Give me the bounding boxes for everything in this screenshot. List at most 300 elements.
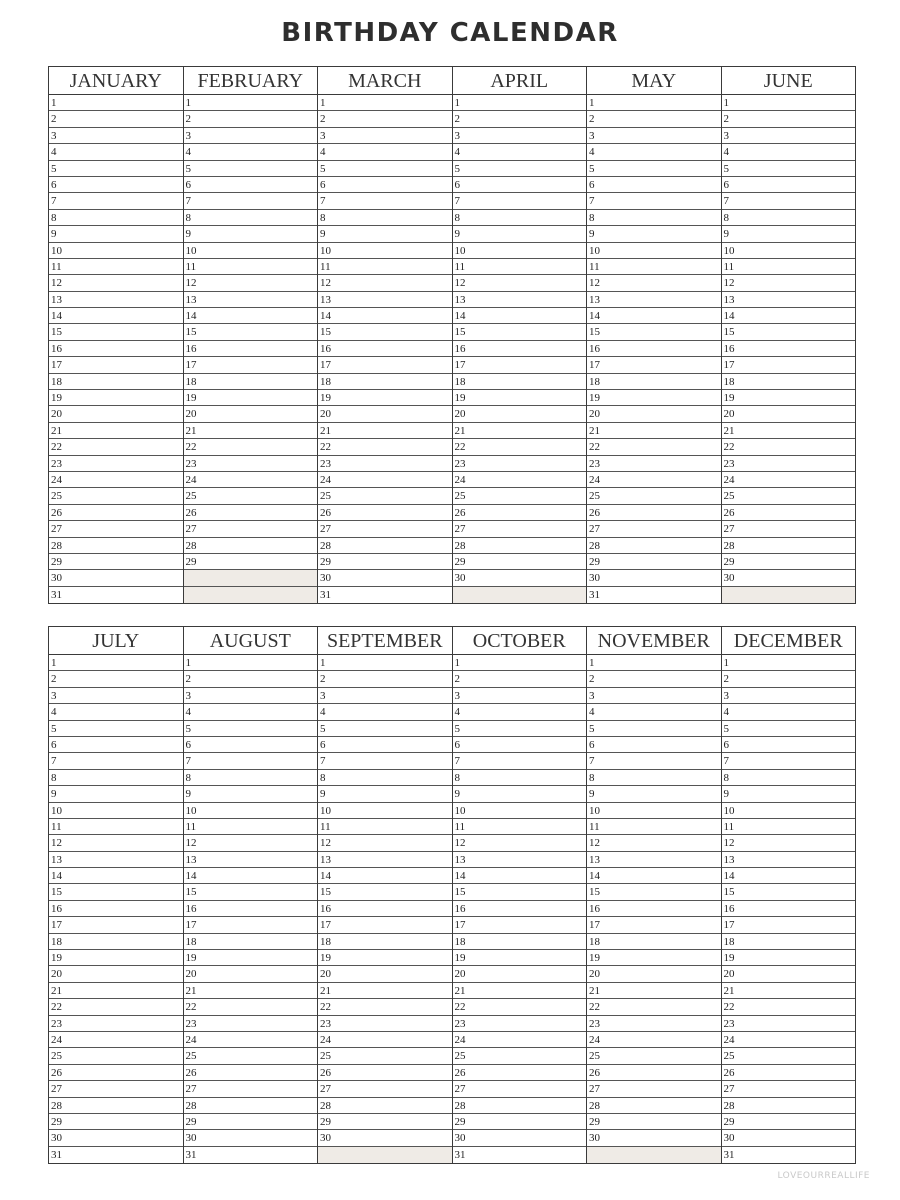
day-entry-cell[interactable]: 12	[722, 275, 856, 291]
day-entry-cell[interactable]: 1	[318, 95, 452, 111]
day-entry-cell[interactable]: 10	[49, 803, 183, 819]
day-entry-cell[interactable]: 29	[49, 1114, 183, 1130]
day-entry-cell[interactable]: 11	[453, 819, 587, 835]
day-entry-cell[interactable]: 1	[587, 95, 721, 111]
day-entry-cell[interactable]: 19	[722, 950, 856, 966]
day-entry-cell[interactable]: 25	[722, 488, 856, 504]
day-entry-cell[interactable]: 14	[49, 308, 183, 324]
day-entry-cell[interactable]: 21	[49, 983, 183, 999]
day-entry-cell[interactable]: 16	[722, 901, 856, 917]
day-entry-cell[interactable]: 12	[184, 275, 318, 291]
day-entry-cell[interactable]: 30	[318, 1130, 452, 1146]
day-entry-cell[interactable]: 16	[587, 341, 721, 357]
day-entry-cell[interactable]: 7	[587, 193, 721, 209]
day-entry-cell[interactable]: 1	[587, 655, 721, 671]
day-entry-cell[interactable]: 11	[49, 819, 183, 835]
day-entry-cell[interactable]: 23	[318, 456, 452, 472]
day-entry-cell[interactable]: 30	[587, 1130, 721, 1146]
day-entry-cell[interactable]: 18	[453, 374, 587, 390]
day-entry-cell[interactable]: 11	[318, 819, 452, 835]
day-entry-cell[interactable]: 22	[587, 999, 721, 1015]
day-entry-cell[interactable]: 24	[453, 1032, 587, 1048]
day-entry-cell[interactable]: 13	[587, 292, 721, 308]
day-entry-cell[interactable]: 19	[184, 950, 318, 966]
day-entry-cell[interactable]: 28	[722, 538, 856, 554]
day-entry-cell[interactable]: 25	[722, 1048, 856, 1064]
day-entry-cell[interactable]: 25	[49, 1048, 183, 1064]
day-entry-cell[interactable]: 23	[587, 1016, 721, 1032]
day-entry-cell[interactable]: 20	[722, 966, 856, 982]
day-entry-cell[interactable]: 15	[318, 884, 452, 900]
day-entry-cell[interactable]: 6	[587, 737, 721, 753]
day-entry-cell[interactable]: 13	[318, 852, 452, 868]
day-entry-cell[interactable]: 23	[318, 1016, 452, 1032]
day-entry-cell[interactable]: 30	[184, 1130, 318, 1146]
day-entry-cell[interactable]: 14	[722, 868, 856, 884]
day-entry-cell[interactable]: 22	[453, 999, 587, 1015]
day-entry-cell[interactable]: 5	[722, 721, 856, 737]
day-entry-cell[interactable]: 3	[722, 128, 856, 144]
day-entry-cell[interactable]: 26	[722, 505, 856, 521]
day-entry-cell[interactable]: 18	[722, 934, 856, 950]
day-entry-cell[interactable]: 19	[49, 950, 183, 966]
day-entry-cell[interactable]: 11	[49, 259, 183, 275]
day-entry-cell[interactable]: 25	[184, 1048, 318, 1064]
day-entry-cell[interactable]: 7	[587, 753, 721, 769]
day-entry-cell[interactable]: 22	[318, 999, 452, 1015]
day-entry-cell[interactable]: 28	[184, 1098, 318, 1114]
day-entry-cell[interactable]: 28	[318, 538, 452, 554]
day-entry-cell[interactable]: 31	[723, 1148, 735, 1161]
day-entry-cell[interactable]: 3	[453, 688, 587, 704]
day-entry-cell[interactable]: 25	[318, 488, 452, 504]
day-entry-cell[interactable]: 1	[722, 655, 856, 671]
day-entry-cell[interactable]: 12	[318, 275, 452, 291]
day-entry-cell[interactable]: 8	[184, 770, 318, 786]
day-entry-cell[interactable]: 5	[587, 161, 721, 177]
day-entry-cell[interactable]: 19	[453, 390, 587, 406]
day-entry-cell[interactable]: 29	[722, 1114, 856, 1130]
day-entry-cell[interactable]: 25	[453, 1048, 587, 1064]
day-entry-cell[interactable]: 5	[587, 721, 721, 737]
day-entry-cell[interactable]: 17	[318, 357, 452, 373]
day-entry-cell[interactable]: 12	[453, 275, 587, 291]
day-entry-cell[interactable]: 27	[318, 521, 452, 537]
day-entry-cell[interactable]: 16	[184, 901, 318, 917]
day-entry-cell[interactable]: 26	[184, 1065, 318, 1081]
day-entry-cell[interactable]: 24	[722, 1032, 856, 1048]
day-entry-cell[interactable]: 10	[453, 803, 587, 819]
day-entry-cell[interactable]: 21	[453, 423, 587, 439]
day-entry-cell[interactable]: 3	[184, 128, 318, 144]
day-entry-cell[interactable]: 9	[184, 226, 318, 242]
day-entry-cell[interactable]: 26	[453, 505, 587, 521]
day-entry-cell[interactable]: 21	[722, 983, 856, 999]
day-entry-cell[interactable]: 13	[453, 852, 587, 868]
day-entry-cell[interactable]: 23	[184, 1016, 318, 1032]
day-entry-cell[interactable]: 30	[453, 1130, 587, 1146]
day-entry-cell[interactable]: 11	[722, 819, 856, 835]
day-entry-cell[interactable]: 14	[184, 868, 318, 884]
day-entry-cell[interactable]: 4	[587, 144, 721, 160]
day-entry-cell[interactable]: 30	[49, 570, 183, 586]
day-entry-cell[interactable]: 27	[453, 521, 587, 537]
day-entry-cell[interactable]: 23	[49, 1016, 183, 1032]
day-entry-cell[interactable]: 4	[318, 704, 452, 720]
day-entry-cell[interactable]: 20	[722, 406, 856, 422]
day-entry-cell[interactable]: 22	[318, 439, 452, 455]
day-entry-cell[interactable]: 12	[453, 835, 587, 851]
day-entry-cell[interactable]: 4	[722, 144, 856, 160]
day-entry-cell[interactable]: 18	[184, 374, 318, 390]
day-entry-cell[interactable]: 2	[453, 671, 587, 687]
day-entry-cell[interactable]: 9	[318, 786, 452, 802]
day-entry-cell[interactable]: 21	[453, 983, 587, 999]
day-entry-cell[interactable]: 23	[184, 456, 318, 472]
day-entry-cell[interactable]: 3	[318, 688, 452, 704]
day-entry-cell[interactable]: 6	[722, 737, 856, 753]
day-entry-cell[interactable]: 21	[318, 983, 452, 999]
day-entry-cell[interactable]: 14	[184, 308, 318, 324]
day-entry-cell[interactable]: 10	[318, 803, 452, 819]
day-entry-cell[interactable]: 8	[722, 210, 856, 226]
day-entry-cell[interactable]: 2	[49, 111, 183, 127]
day-entry-cell[interactable]: 2	[318, 671, 452, 687]
day-entry-cell[interactable]: 3	[184, 688, 318, 704]
day-entry-cell[interactable]: 3	[49, 128, 183, 144]
day-entry-cell[interactable]: 16	[49, 901, 183, 917]
day-entry-cell[interactable]: 22	[184, 439, 318, 455]
day-entry-cell[interactable]: 8	[587, 770, 721, 786]
day-entry-cell[interactable]: 18	[587, 374, 721, 390]
day-entry-cell[interactable]: 28	[722, 1098, 856, 1114]
day-entry-cell[interactable]: 29	[184, 554, 318, 570]
day-entry-cell[interactable]: 22	[722, 999, 856, 1015]
day-entry-cell[interactable]: 26	[49, 505, 183, 521]
day-entry-cell[interactable]: 4	[318, 144, 452, 160]
day-entry-cell[interactable]: 22	[49, 999, 183, 1015]
day-entry-cell[interactable]: 5	[722, 161, 856, 177]
day-entry-cell[interactable]: 20	[453, 966, 587, 982]
day-entry-cell[interactable]: 3	[722, 688, 856, 704]
day-entry-cell[interactable]: 2	[49, 671, 183, 687]
day-entry-cell[interactable]: 24	[184, 472, 318, 488]
day-entry-cell[interactable]: 28	[49, 538, 183, 554]
day-entry-cell[interactable]: 11	[318, 259, 452, 275]
day-entry-cell[interactable]: 23	[453, 456, 587, 472]
day-entry-cell[interactable]: 4	[49, 704, 183, 720]
day-entry-cell[interactable]: 8	[318, 210, 452, 226]
day-entry-cell[interactable]: 9	[184, 786, 318, 802]
day-entry-cell[interactable]: 17	[453, 357, 587, 373]
day-entry-cell[interactable]: 20	[453, 406, 587, 422]
day-entry-cell[interactable]: 12	[722, 835, 856, 851]
day-entry-cell[interactable]: 27	[587, 521, 721, 537]
day-entry-cell[interactable]: 26	[453, 1065, 587, 1081]
day-entry-cell[interactable]: 30	[587, 570, 721, 586]
day-entry-cell[interactable]: 18	[587, 934, 721, 950]
day-entry-cell[interactable]: 4	[49, 144, 183, 160]
day-entry-cell[interactable]: 10	[587, 803, 721, 819]
day-entry-cell[interactable]: 26	[587, 1065, 721, 1081]
day-entry-cell[interactable]: 22	[453, 439, 587, 455]
day-entry-cell[interactable]: 10	[184, 243, 318, 259]
day-entry-cell[interactable]: 17	[722, 357, 856, 373]
day-entry-cell[interactable]: 15	[722, 324, 856, 340]
day-entry-cell[interactable]: 1	[184, 95, 318, 111]
day-entry-cell[interactable]: 9	[453, 226, 587, 242]
day-entry-cell[interactable]: 4	[184, 144, 318, 160]
day-entry-cell[interactable]: 29	[722, 554, 856, 570]
day-entry-cell[interactable]: 21	[184, 983, 318, 999]
day-entry-cell[interactable]: 30	[722, 570, 856, 586]
day-entry-cell[interactable]: 29	[587, 554, 721, 570]
day-entry-cell[interactable]: 13	[184, 852, 318, 868]
day-entry-cell[interactable]: 29	[49, 554, 183, 570]
day-entry-cell[interactable]: 2	[587, 671, 721, 687]
day-entry-cell[interactable]: 23	[453, 1016, 587, 1032]
day-entry-cell[interactable]: 20	[318, 406, 452, 422]
day-entry-cell[interactable]: 26	[318, 1065, 452, 1081]
day-entry-cell[interactable]: 12	[318, 835, 452, 851]
day-entry-cell[interactable]: 12	[587, 275, 721, 291]
day-entry-cell[interactable]: 19	[49, 390, 183, 406]
day-entry-cell[interactable]: 29	[587, 1114, 721, 1130]
day-entry-cell[interactable]: 16	[453, 341, 587, 357]
day-entry-cell[interactable]: 11	[722, 259, 856, 275]
day-entry-cell[interactable]: 28	[453, 1098, 587, 1114]
day-entry-cell[interactable]: 11	[587, 259, 721, 275]
day-entry-cell[interactable]: 16	[587, 901, 721, 917]
day-entry-cell[interactable]: 31	[51, 588, 62, 601]
day-entry-cell[interactable]: 17	[722, 917, 856, 933]
day-entry-cell[interactable]: 7	[722, 753, 856, 769]
day-entry-cell[interactable]: 1	[722, 95, 856, 111]
day-entry-cell[interactable]: 3	[587, 128, 721, 144]
day-entry-cell[interactable]: 6	[184, 177, 318, 193]
day-entry-cell[interactable]: 8	[49, 210, 183, 226]
day-entry-cell[interactable]: 7	[184, 753, 318, 769]
day-entry-cell[interactable]: 25	[453, 488, 587, 504]
day-entry-cell[interactable]: 2	[184, 111, 318, 127]
day-entry-cell[interactable]: 6	[318, 737, 452, 753]
day-entry-cell[interactable]: 29	[184, 1114, 318, 1130]
day-entry-cell[interactable]: 28	[587, 538, 721, 554]
day-entry-cell[interactable]: 8	[453, 770, 587, 786]
day-entry-cell[interactable]: 8	[587, 210, 721, 226]
day-entry-cell[interactable]: 17	[587, 357, 721, 373]
day-entry-cell[interactable]: 9	[587, 786, 721, 802]
day-entry-cell[interactable]: 14	[453, 308, 587, 324]
day-entry-cell[interactable]: 17	[318, 917, 452, 933]
day-entry-cell[interactable]: 1	[184, 655, 318, 671]
day-entry-cell[interactable]: 6	[453, 737, 587, 753]
day-entry-cell[interactable]: 10	[722, 243, 856, 259]
day-entry-cell[interactable]: 7	[318, 753, 452, 769]
day-entry-cell[interactable]: 17	[184, 917, 318, 933]
day-entry-cell[interactable]: 26	[587, 505, 721, 521]
day-entry-cell[interactable]: 5	[318, 721, 452, 737]
day-entry-cell[interactable]: 21	[587, 983, 721, 999]
day-entry-cell[interactable]: 20	[318, 966, 452, 982]
day-entry-cell[interactable]: 17	[184, 357, 318, 373]
day-entry-cell[interactable]: 28	[587, 1098, 721, 1114]
day-entry-cell[interactable]: 20	[184, 966, 318, 982]
day-entry-cell[interactable]: 29	[318, 554, 452, 570]
day-entry-cell[interactable]: 27	[587, 1081, 721, 1097]
day-entry-cell[interactable]: 25	[49, 488, 183, 504]
day-entry-cell[interactable]: 20	[184, 406, 318, 422]
day-entry-cell[interactable]: 10	[587, 243, 721, 259]
day-entry-cell[interactable]: 6	[587, 177, 721, 193]
day-entry-cell[interactable]: 20	[49, 406, 183, 422]
day-entry-cell[interactable]: 11	[587, 819, 721, 835]
day-entry-cell[interactable]: 29	[453, 554, 587, 570]
day-entry-cell[interactable]: 18	[453, 934, 587, 950]
day-entry-cell[interactable]: 13	[722, 852, 856, 868]
day-entry-cell[interactable]: 14	[722, 308, 856, 324]
day-entry-cell[interactable]: 2	[722, 111, 856, 127]
day-entry-cell[interactable]: 16	[453, 901, 587, 917]
day-entry-cell[interactable]: 3	[49, 688, 183, 704]
day-entry-cell[interactable]: 8	[318, 770, 452, 786]
day-entry-cell[interactable]: 25	[587, 488, 721, 504]
day-entry-cell[interactable]: 16	[49, 341, 183, 357]
day-entry-cell[interactable]: 1	[49, 95, 183, 111]
day-entry-cell[interactable]: 5	[453, 721, 587, 737]
day-entry-cell[interactable]: 27	[184, 1081, 318, 1097]
day-entry-cell[interactable]: 26	[184, 505, 318, 521]
day-entry-cell[interactable]: 13	[587, 852, 721, 868]
day-entry-cell[interactable]: 31	[589, 588, 600, 601]
day-entry-cell[interactable]: 4	[587, 704, 721, 720]
day-entry-cell[interactable]: 21	[318, 423, 452, 439]
day-entry-cell[interactable]: 30	[49, 1130, 183, 1146]
day-entry-cell[interactable]: 27	[453, 1081, 587, 1097]
day-entry-cell[interactable]: 27	[722, 1081, 856, 1097]
day-entry-cell[interactable]: 2	[184, 671, 318, 687]
day-entry-cell[interactable]: 14	[318, 308, 452, 324]
day-entry-cell[interactable]: 7	[318, 193, 452, 209]
day-entry-cell[interactable]: 18	[184, 934, 318, 950]
day-entry-cell[interactable]: 24	[49, 1032, 183, 1048]
day-entry-cell[interactable]: 10	[453, 243, 587, 259]
day-entry-cell[interactable]: 23	[722, 1016, 856, 1032]
day-entry-cell[interactable]: 7	[453, 753, 587, 769]
day-entry-cell[interactable]: 31	[454, 1148, 466, 1161]
day-entry-cell[interactable]: 22	[184, 999, 318, 1015]
day-entry-cell[interactable]: 21	[722, 423, 856, 439]
day-entry-cell[interactable]: 27	[184, 521, 318, 537]
day-entry-cell[interactable]: 25	[184, 488, 318, 504]
day-entry-cell[interactable]: 30	[722, 1130, 856, 1146]
day-entry-cell[interactable]: 15	[49, 884, 183, 900]
day-entry-cell[interactable]: 4	[453, 144, 587, 160]
day-entry-cell[interactable]: 15	[453, 884, 587, 900]
day-entry-cell[interactable]: 7	[49, 193, 183, 209]
day-entry-cell[interactable]: 7	[453, 193, 587, 209]
day-entry-cell[interactable]: 22	[722, 439, 856, 455]
day-entry-cell[interactable]: 24	[318, 1032, 452, 1048]
day-entry-cell[interactable]: 6	[49, 177, 183, 193]
day-entry-cell[interactable]: 15	[318, 324, 452, 340]
day-entry-cell[interactable]: 8	[49, 770, 183, 786]
day-entry-cell[interactable]: 2	[722, 671, 856, 687]
day-entry-cell[interactable]: 4	[453, 704, 587, 720]
day-entry-cell[interactable]: 3	[318, 128, 452, 144]
day-entry-cell[interactable]: 24	[184, 1032, 318, 1048]
day-entry-cell[interactable]: 12	[184, 835, 318, 851]
day-entry-cell[interactable]: 19	[587, 390, 721, 406]
day-entry-cell[interactable]: 12	[587, 835, 721, 851]
day-entry-cell[interactable]: 26	[722, 1065, 856, 1081]
day-entry-cell[interactable]: 19	[722, 390, 856, 406]
day-entry-cell[interactable]: 24	[318, 472, 452, 488]
day-entry-cell[interactable]: 17	[453, 917, 587, 933]
day-entry-cell[interactable]: 6	[184, 737, 318, 753]
day-entry-cell[interactable]: 4	[184, 704, 318, 720]
day-entry-cell[interactable]: 10	[722, 803, 856, 819]
day-entry-cell[interactable]: 19	[453, 950, 587, 966]
day-entry-cell[interactable]: 14	[49, 868, 183, 884]
day-entry-cell[interactable]: 14	[453, 868, 587, 884]
day-entry-cell[interactable]: 16	[722, 341, 856, 357]
day-entry-cell[interactable]: 28	[184, 538, 318, 554]
day-entry-cell[interactable]: 8	[184, 210, 318, 226]
day-entry-cell[interactable]: 7	[49, 753, 183, 769]
day-entry-cell[interactable]: 11	[184, 259, 318, 275]
day-entry-cell[interactable]: 9	[318, 226, 452, 242]
day-entry-cell[interactable]: 11	[184, 819, 318, 835]
day-entry-cell[interactable]: 13	[49, 852, 183, 868]
day-entry-cell[interactable]: 10	[184, 803, 318, 819]
day-entry-cell[interactable]: 10	[318, 243, 452, 259]
day-entry-cell[interactable]: 14	[587, 308, 721, 324]
day-entry-cell[interactable]: 21	[587, 423, 721, 439]
day-entry-cell[interactable]: 5	[49, 161, 183, 177]
day-entry-cell[interactable]: 19	[184, 390, 318, 406]
day-entry-cell[interactable]: 18	[318, 374, 452, 390]
day-entry-cell[interactable]: 1	[453, 95, 587, 111]
day-entry-cell[interactable]: 4	[722, 704, 856, 720]
day-entry-cell[interactable]: 20	[587, 966, 721, 982]
day-entry-cell[interactable]: 5	[184, 161, 318, 177]
day-entry-cell[interactable]: 15	[453, 324, 587, 340]
day-entry-cell[interactable]: 19	[318, 390, 452, 406]
day-entry-cell[interactable]: 9	[453, 786, 587, 802]
day-entry-cell[interactable]: 12	[49, 835, 183, 851]
day-entry-cell[interactable]: 5	[453, 161, 587, 177]
day-entry-cell[interactable]: 23	[722, 456, 856, 472]
day-entry-cell[interactable]: 13	[318, 292, 452, 308]
day-entry-cell[interactable]: 5	[184, 721, 318, 737]
day-entry-cell[interactable]: 9	[722, 226, 856, 242]
day-entry-cell[interactable]: 2	[587, 111, 721, 127]
day-entry-cell[interactable]: 15	[184, 884, 318, 900]
day-entry-cell[interactable]: 17	[49, 917, 183, 933]
day-entry-cell[interactable]: 23	[49, 456, 183, 472]
day-entry-cell[interactable]: 24	[453, 472, 587, 488]
day-entry-cell[interactable]: 28	[453, 538, 587, 554]
day-entry-cell[interactable]: 6	[722, 177, 856, 193]
day-entry-cell[interactable]: 26	[49, 1065, 183, 1081]
day-entry-cell[interactable]: 13	[49, 292, 183, 308]
day-entry-cell[interactable]: 14	[318, 868, 452, 884]
day-entry-cell[interactable]: 2	[318, 111, 452, 127]
day-entry-cell[interactable]: 24	[49, 472, 183, 488]
day-entry-cell[interactable]: 3	[453, 128, 587, 144]
day-entry-cell[interactable]: 27	[318, 1081, 452, 1097]
